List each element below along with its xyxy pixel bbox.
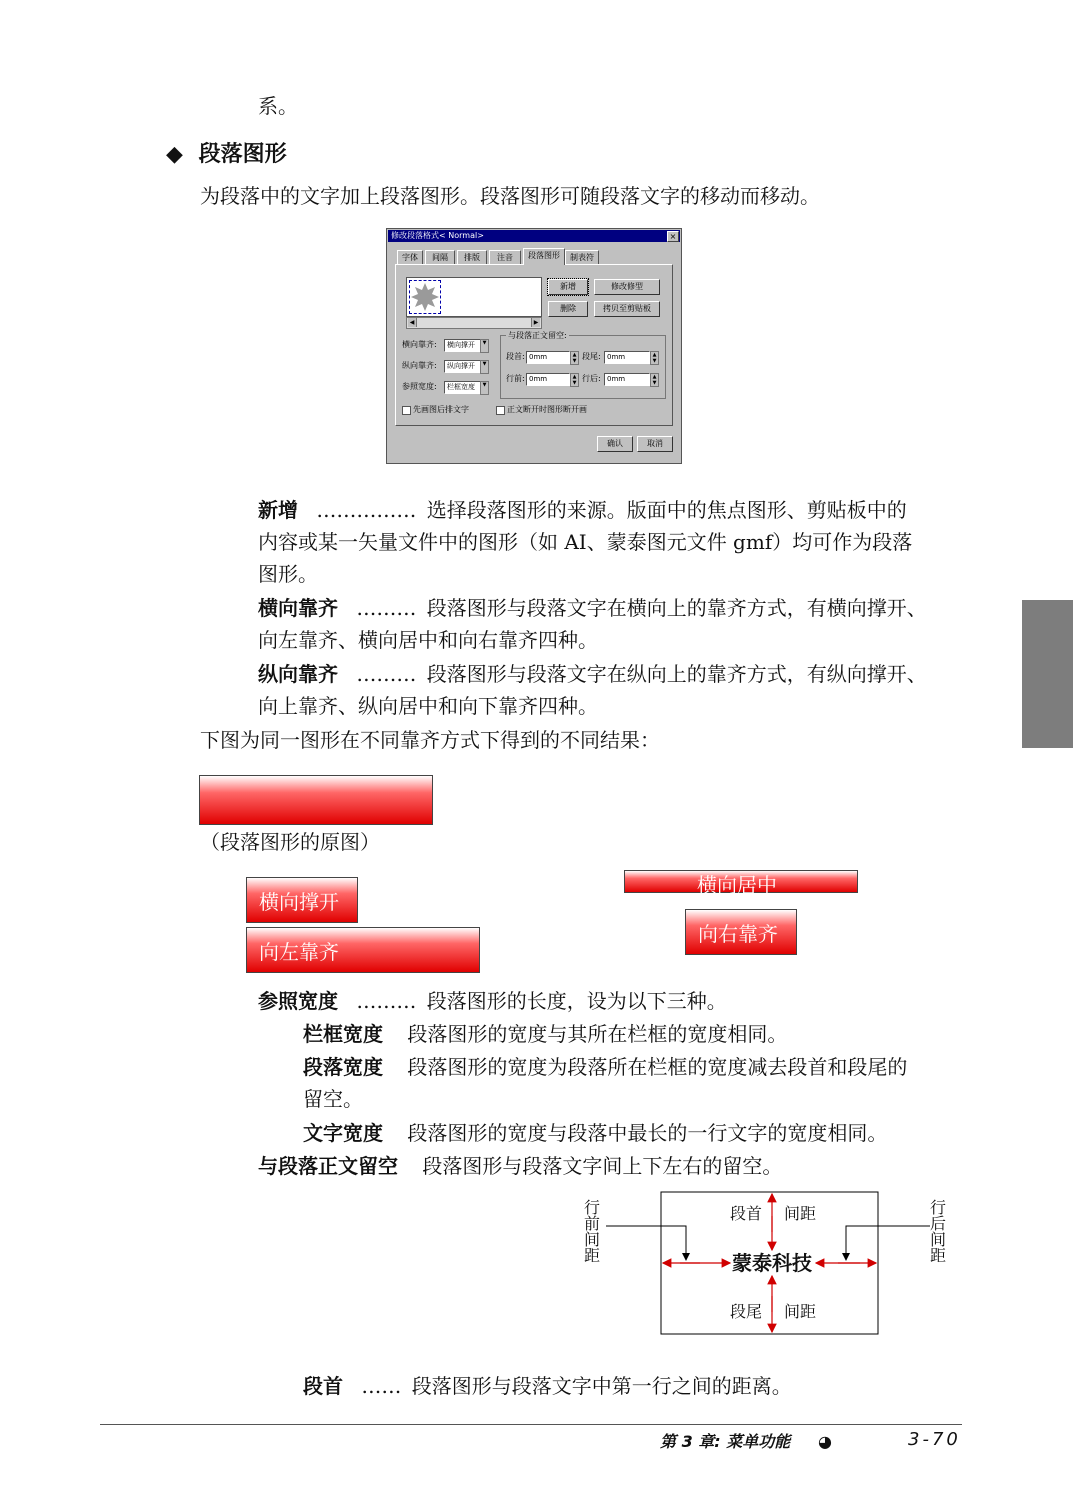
starburst-icon (410, 281, 440, 313)
scroll-left-icon[interactable]: ◀ (408, 318, 417, 327)
item-text: 段落图形的长度，设为以下三种。 (426, 989, 727, 1013)
graphic-preview (406, 277, 542, 317)
item-text: 段落图形的宽度为段落所在栏框的宽度减去段首和段尾的 (407, 1055, 908, 1079)
item-term: 参照宽度 (258, 989, 338, 1013)
item-text: 段落图形与段落文字在横向上的靠齐方式，有横向撑开、 (426, 596, 927, 620)
item-term: 栏框宽度 (303, 1022, 383, 1046)
item-term: 段首 (303, 1374, 343, 1398)
ok-button[interactable]: 确认 (597, 436, 633, 452)
item-text: 段落图形的宽度与段落中最长的一行文字的宽度相同。 (407, 1121, 888, 1145)
item-text: 段落图形的宽度与其所在栏框的宽度相同。 (407, 1022, 788, 1046)
item-text: 段落图形与段落文字间上下左右的留空。 (422, 1154, 783, 1178)
ref-width-label: 参照宽度: (402, 382, 437, 391)
sub-item-paragraph-width (303, 1051, 907, 1083)
item-term: 文字宽度 (303, 1121, 383, 1145)
item-margin (258, 1150, 782, 1182)
tab-phonetic[interactable]: 注音 (489, 250, 521, 264)
paragraph-format-dialog (386, 228, 682, 464)
new-button[interactable]: 新增 (548, 279, 588, 295)
item-new (258, 494, 907, 526)
item-ref-width (258, 985, 727, 1017)
example-center (624, 870, 858, 897)
before-spacing-label: 行 前 间 距 (584, 1198, 601, 1265)
item-term: 纵向靠齐 (258, 662, 338, 686)
after-spacing-label: 行 后 间 距 (930, 1198, 947, 1265)
modify-button[interactable]: 修改修型 (594, 279, 660, 295)
first-spacing-label-b: 间距 (784, 1204, 817, 1223)
before-label: 行前: (506, 374, 525, 383)
example-stretch (246, 877, 358, 923)
ref-width-select[interactable]: 栏框宽度 (444, 381, 482, 394)
page-number: 3-70 (908, 1429, 961, 1450)
margin-group (500, 335, 666, 399)
item-text: 选择段落图形的来源。版面中的焦点图形、剪贴板中的 (426, 498, 907, 522)
h-align-select[interactable]: 横向撑开 (444, 339, 482, 352)
example-label: 横向撑开 (259, 890, 339, 914)
item-h-align (258, 592, 927, 624)
footer-chapter: 第 3 章: 菜单功能 (660, 1432, 791, 1451)
chevron-down-icon[interactable]: ▼ (480, 381, 489, 395)
tab-spacing[interactable]: 间隔 (425, 250, 455, 264)
leader-dots: …… (361, 1374, 402, 1398)
center-text: 蒙泰科技 (732, 1251, 812, 1275)
example-label: 横向居中 (697, 873, 777, 897)
after-label: 行后: (582, 374, 601, 383)
footer-rule (100, 1424, 962, 1425)
original-caption: （段落图形的原图） (200, 830, 380, 854)
chapter-thumb-tab (1022, 600, 1073, 748)
spinner-icon[interactable]: ▲ ▼ (650, 351, 659, 365)
spinner-icon[interactable]: ▲ ▼ (570, 351, 579, 365)
item-text: 图形。 (258, 562, 318, 586)
spinner-icon[interactable]: ▲ ▼ (650, 373, 659, 387)
spacing-diagram (560, 1186, 960, 1346)
preview-scrollbar[interactable] (406, 317, 542, 329)
example-left (246, 927, 480, 973)
chevron-down-icon[interactable]: ▼ (480, 339, 489, 353)
leader-dots: …………… (316, 498, 417, 522)
draw-first-label: 先画图后排文字 (413, 405, 469, 414)
last-label: 段尾: (582, 352, 601, 361)
scroll-right-icon[interactable]: ▶ (531, 318, 540, 327)
cancel-button[interactable]: 取消 (637, 436, 673, 452)
v-align-select[interactable]: 纵向撑开 (444, 360, 482, 373)
item-term: 新增 (258, 498, 298, 522)
before-field[interactable]: 0mm (526, 373, 570, 386)
tab-layout[interactable]: 排版 (457, 250, 487, 264)
item-text: 内容或某一矢量文件中的图形（如 AI、蒙泰图元文件 gmf）均可作为段落 (258, 530, 913, 554)
leader-dots: ……… (356, 662, 417, 686)
tab-tabs[interactable]: 制表符 (565, 250, 599, 264)
leader-dots: ……… (356, 596, 417, 620)
spinner-icon[interactable]: ▲ ▼ (570, 373, 579, 387)
margin-group-label: 与段落正文留空: (508, 331, 567, 340)
section-heading (166, 140, 287, 170)
item-v-align (258, 658, 927, 690)
selected-graphic[interactable] (409, 280, 441, 314)
item-term: 与段落正文留空 (258, 1154, 398, 1178)
item-term: 横向靠齐 (258, 596, 338, 620)
first-field[interactable]: 0mm (526, 351, 570, 364)
sub-item-frame-width (303, 1018, 787, 1050)
item-text: 段落图形与段落文字在纵向上的靠齐方式，有纵向撑开、 (426, 662, 927, 686)
after-field[interactable]: 0mm (604, 373, 650, 386)
h-align-label: 横向靠齐: (402, 340, 437, 349)
close-icon[interactable]: × (667, 231, 679, 242)
break-graphic-checkbox[interactable] (496, 406, 505, 415)
continued-text: 系。 (258, 94, 298, 118)
item-text: 向上靠齐、纵向居中和向下靠齐四种。 (258, 694, 598, 718)
v-align-label: 纵向靠齐: (402, 361, 437, 370)
diamond-bullet-icon: ◆ (166, 142, 183, 167)
leader-dots: ……… (356, 989, 417, 1013)
item-text: 向左靠齐、横向居中和向右靠齐四种。 (258, 628, 598, 652)
dialog-title: 修改段落格式< Normal> (388, 230, 680, 242)
sub-item-text-width (303, 1117, 887, 1149)
tab-font[interactable]: 字体 (397, 250, 423, 264)
item-term: 段落宽度 (303, 1055, 383, 1079)
examples-caption: 下图为同一图形在不同靠齐方式下得到的不同结果： (200, 728, 660, 752)
section-title: 段落图形 (198, 142, 287, 167)
item-first-line (303, 1370, 792, 1402)
delete-button[interactable]: 删除 (548, 301, 588, 317)
break-graphic-label: 正文断开时图形断开画 (507, 405, 587, 414)
last-field[interactable]: 0mm (604, 351, 650, 364)
dialog-panel (395, 264, 673, 426)
draw-first-checkbox[interactable] (402, 406, 411, 415)
copy-to-clipboard-button[interactable]: 拷贝至剪贴板 (594, 301, 660, 317)
original-graphic (199, 775, 433, 825)
item-text: 段落图形与段落文字中第一行之间的距离。 (411, 1374, 792, 1398)
example-label: 向右靠齐 (698, 922, 778, 946)
last-spacing-label-b: 间距 (784, 1302, 817, 1321)
item-text: 留空。 (303, 1087, 363, 1111)
example-right (685, 909, 797, 955)
intro-paragraph: 为段落中的文字加上段落图形。段落图形可随段落文字的移动而移动。 (200, 184, 820, 208)
first-label: 段首: (506, 352, 525, 361)
footer-circle-icon: ◕ (818, 1432, 832, 1451)
chevron-down-icon[interactable]: ▼ (480, 360, 489, 374)
last-spacing-label-a: 段尾 (730, 1302, 763, 1321)
tab-paragraph-graphic[interactable]: 段落图形 (523, 248, 565, 265)
example-label: 向左靠齐 (259, 940, 339, 964)
first-spacing-label-a: 段首 (730, 1204, 763, 1223)
